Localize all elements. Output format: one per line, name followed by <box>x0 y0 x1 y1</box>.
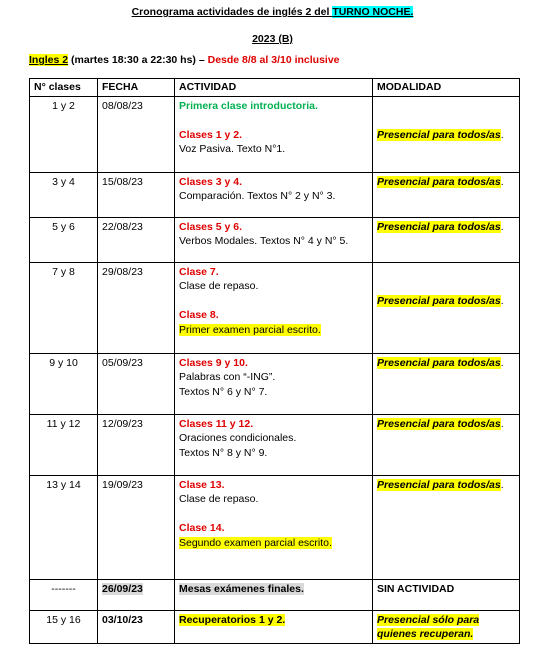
schedule-table <box>29 78 520 644</box>
table-row <box>30 610 520 643</box>
activity-title: Clases 3 y 4. <box>179 175 243 188</box>
row-date: 03/10/23 <box>98 610 175 643</box>
header-date: FECHA <box>98 79 175 97</box>
activity-text: Comparación. Textos N° 2 y N° 3. <box>179 190 336 202</box>
row-date: 15/08/23 <box>98 172 175 217</box>
row-activity <box>175 353 373 414</box>
activity-title: Clases 5 y 6. <box>179 220 243 233</box>
mode-label: Presencial para todos/as <box>377 417 501 430</box>
activity-text: Voz Pasiva. Texto N°1. <box>179 143 286 155</box>
activity-title: Clases 1 y 2. <box>179 128 243 141</box>
row-date: 29/08/23 <box>98 262 175 353</box>
row-activity <box>175 579 373 610</box>
table-row <box>30 414 520 475</box>
row-mode <box>373 610 520 643</box>
course-subtitle <box>29 54 340 66</box>
row-activity <box>175 475 373 579</box>
activity-text: Clase de repaso. <box>179 493 259 505</box>
row-activity <box>175 610 373 643</box>
mode-tail: . <box>500 478 504 491</box>
row-mode <box>373 475 520 579</box>
row-classes: 13 y 14 <box>30 475 98 579</box>
mode-tail: . <box>500 356 504 369</box>
activity-text: Recuperatorios 1 y 2. <box>179 613 286 626</box>
activity-exam: Primer examen parcial escrito. <box>179 323 321 336</box>
row-classes: ------- <box>30 579 98 610</box>
activity-title: Clase 13. <box>179 478 225 491</box>
row-date: 08/08/23 <box>98 96 175 172</box>
row-activity <box>175 262 373 353</box>
row-mode <box>373 96 520 172</box>
mode-tail: . <box>500 294 504 307</box>
activity-text: Mesas exámenes finales. <box>179 582 304 595</box>
activity-text: Textos N° 8 y N° 9. <box>179 446 268 459</box>
row-mode <box>373 414 520 475</box>
table-row <box>30 353 520 414</box>
table-row <box>30 172 520 217</box>
row-classes: 5 y 6 <box>30 217 98 262</box>
activity-title: Clases 11 y 12. <box>179 417 254 430</box>
mode-label: quienes recuperan. <box>377 628 474 640</box>
row-date <box>98 579 175 610</box>
mode-label: Presencial para todos/as <box>377 220 501 233</box>
header-mode: MODALIDAD <box>373 79 520 97</box>
mode-label: Presencial para todos/as <box>377 356 501 369</box>
row-activity <box>175 96 373 172</box>
row-date: 05/09/23 <box>98 353 175 414</box>
row-date-text: 26/09/23 <box>102 582 143 595</box>
mode-label: Presencial para todos/as <box>377 478 501 491</box>
row-mode <box>373 172 520 217</box>
table-row <box>30 475 520 579</box>
course-schedule: (martes 18:30 a 22:30 hs) – <box>68 54 208 66</box>
course-name: Ingles 2 <box>29 54 69 66</box>
row-mode <box>373 262 520 353</box>
mode-label: Presencial para todos/as <box>377 175 501 188</box>
row-mode <box>373 217 520 262</box>
header-classes: N° clases <box>30 79 98 97</box>
mode-tail: . <box>500 128 504 141</box>
activity-exam: Segundo examen parcial escrito. <box>179 536 332 549</box>
row-classes: 1 y 2 <box>30 96 98 172</box>
activity-text: Clase de repaso. <box>179 280 259 292</box>
title-highlight: TURNO NOCHE. <box>332 6 414 18</box>
row-classes: 9 y 10 <box>30 353 98 414</box>
row-date: 22/08/23 <box>98 217 175 262</box>
mode-label: Presencial para todos/as <box>377 128 501 141</box>
table-header-row <box>30 79 520 97</box>
mode-label: Presencial para todos/as <box>377 294 501 307</box>
document-year: 2023 (B) <box>252 33 293 45</box>
activity-text: Textos N° 6 y N° 7. <box>179 385 268 398</box>
row-date: 19/09/23 <box>98 475 175 579</box>
mode-tail: . <box>500 175 504 188</box>
document-title <box>0 6 545 18</box>
row-activity <box>175 217 373 262</box>
mode-label: Presencial sólo para <box>377 613 480 626</box>
activity-title: Clase 8. <box>179 309 219 321</box>
row-mode: SIN ACTIVIDAD <box>373 579 520 610</box>
table-row <box>30 96 520 172</box>
row-mode <box>373 353 520 414</box>
table-row <box>30 262 520 353</box>
row-classes: 11 y 12 <box>30 414 98 475</box>
table-row <box>30 579 520 610</box>
activity-intro: Primera clase introductoria. <box>179 99 318 112</box>
row-activity <box>175 414 373 475</box>
row-activity <box>175 172 373 217</box>
mode-tail: . <box>500 417 504 430</box>
course-range: Desde 8/8 al 3/10 inclusive <box>207 54 340 66</box>
row-date: 12/09/23 <box>98 414 175 475</box>
activity-text: Oraciones condicionales. <box>179 432 297 444</box>
header-activity: ACTIVIDAD <box>175 79 373 97</box>
title-prefix: Cronograma actividades de inglés 2 del <box>131 6 333 18</box>
activity-title: Clases 9 y 10. <box>179 356 248 369</box>
activity-text: Palabras con “-ING”. <box>179 371 276 383</box>
activity-title: Clase 7. <box>179 265 219 278</box>
row-classes: 15 y 16 <box>30 610 98 643</box>
row-classes: 7 y 8 <box>30 262 98 353</box>
row-classes: 3 y 4 <box>30 172 98 217</box>
activity-title: Clase 14. <box>179 522 225 534</box>
table-row <box>30 217 520 262</box>
mode-tail: . <box>500 220 504 233</box>
activity-text: Verbos Modales. Textos N° 4 y N° 5. <box>179 235 349 247</box>
